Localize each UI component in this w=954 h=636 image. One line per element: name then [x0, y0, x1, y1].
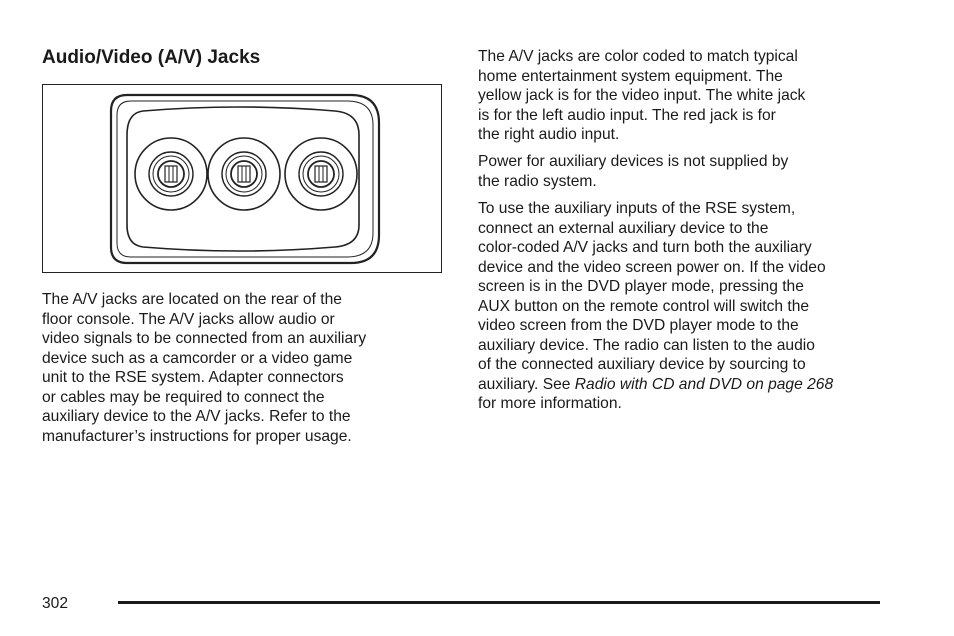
text-line: or cables may be required to connect the [42, 388, 325, 406]
text-line-with-reference [478, 375, 833, 395]
text-line: of the connected auxiliary device by sourcing to [478, 356, 806, 373]
section-heading: Audio/Video (A/V) Jacks [42, 47, 261, 68]
text-line: for more information. [478, 395, 622, 412]
text-line: yellow jack is for the video input. The white jack [478, 87, 806, 104]
page-number: 302 [42, 595, 69, 612]
text-line: floor console. The A/V jacks allow audio or [42, 310, 335, 328]
text-line: connect an external auxiliary device to the [478, 219, 769, 237]
text-line: is for the left audio input. The red jack is for [478, 106, 776, 124]
cross-reference-link[interactable]: Radio with CD and DVD on page 268 [574, 375, 834, 393]
jack-audio-right-red [285, 138, 357, 210]
text-line: The A/V jacks are located on the rear of the [42, 291, 342, 308]
reference-prefix: auxiliary. See [478, 375, 575, 393]
text-line: To use the auxiliary inputs of the RSE system, [478, 200, 796, 217]
text-line: color-coded A/V jacks and turn both the auxiliary [478, 239, 812, 256]
text-line: video screen from the DVD player mode to the [478, 317, 799, 334]
text-line: auxiliary device to the A/V jacks. Refer to the [42, 408, 351, 425]
jack-video-yellow [135, 138, 207, 210]
text-line: video signals to be connected from an auxiliary [42, 330, 367, 347]
text-line: screen is in the DVD player mode, pressing the [478, 278, 804, 295]
text-line: device and the video screen power on. If the video [478, 258, 826, 276]
text-line: AUX button on the remote control will switch the [478, 297, 810, 315]
text-line: manufacturer’s instructions for proper usage. [42, 427, 352, 445]
text-line: auxiliary device. The radio can listen to the audio [478, 336, 815, 354]
text-line: Power for auxiliary devices is not supplied by [478, 153, 789, 170]
av-jacks-illustration [42, 84, 442, 273]
jack-audio-left-white [208, 138, 280, 210]
power-note-paragraph [478, 152, 788, 191]
text-line: the right audio input. [478, 126, 620, 143]
text-line: The A/V jacks are color coded to match typical [478, 48, 798, 65]
text-line: device such as a camcorder or a video game [42, 349, 353, 367]
panel-inner-bezel [117, 101, 373, 257]
color-coding-paragraph [478, 47, 805, 145]
left-paragraph [42, 290, 366, 446]
jack-plate [127, 107, 359, 251]
text-line: the radio system. [478, 172, 597, 190]
text-line: unit to the RSE system. Adapter connectors [42, 369, 344, 386]
text-line: home entertainment system equipment. The [478, 67, 783, 85]
usage-instructions-paragraph [478, 199, 833, 414]
footer-rule [118, 601, 880, 604]
av-jacks-panel-drawing [43, 85, 443, 274]
